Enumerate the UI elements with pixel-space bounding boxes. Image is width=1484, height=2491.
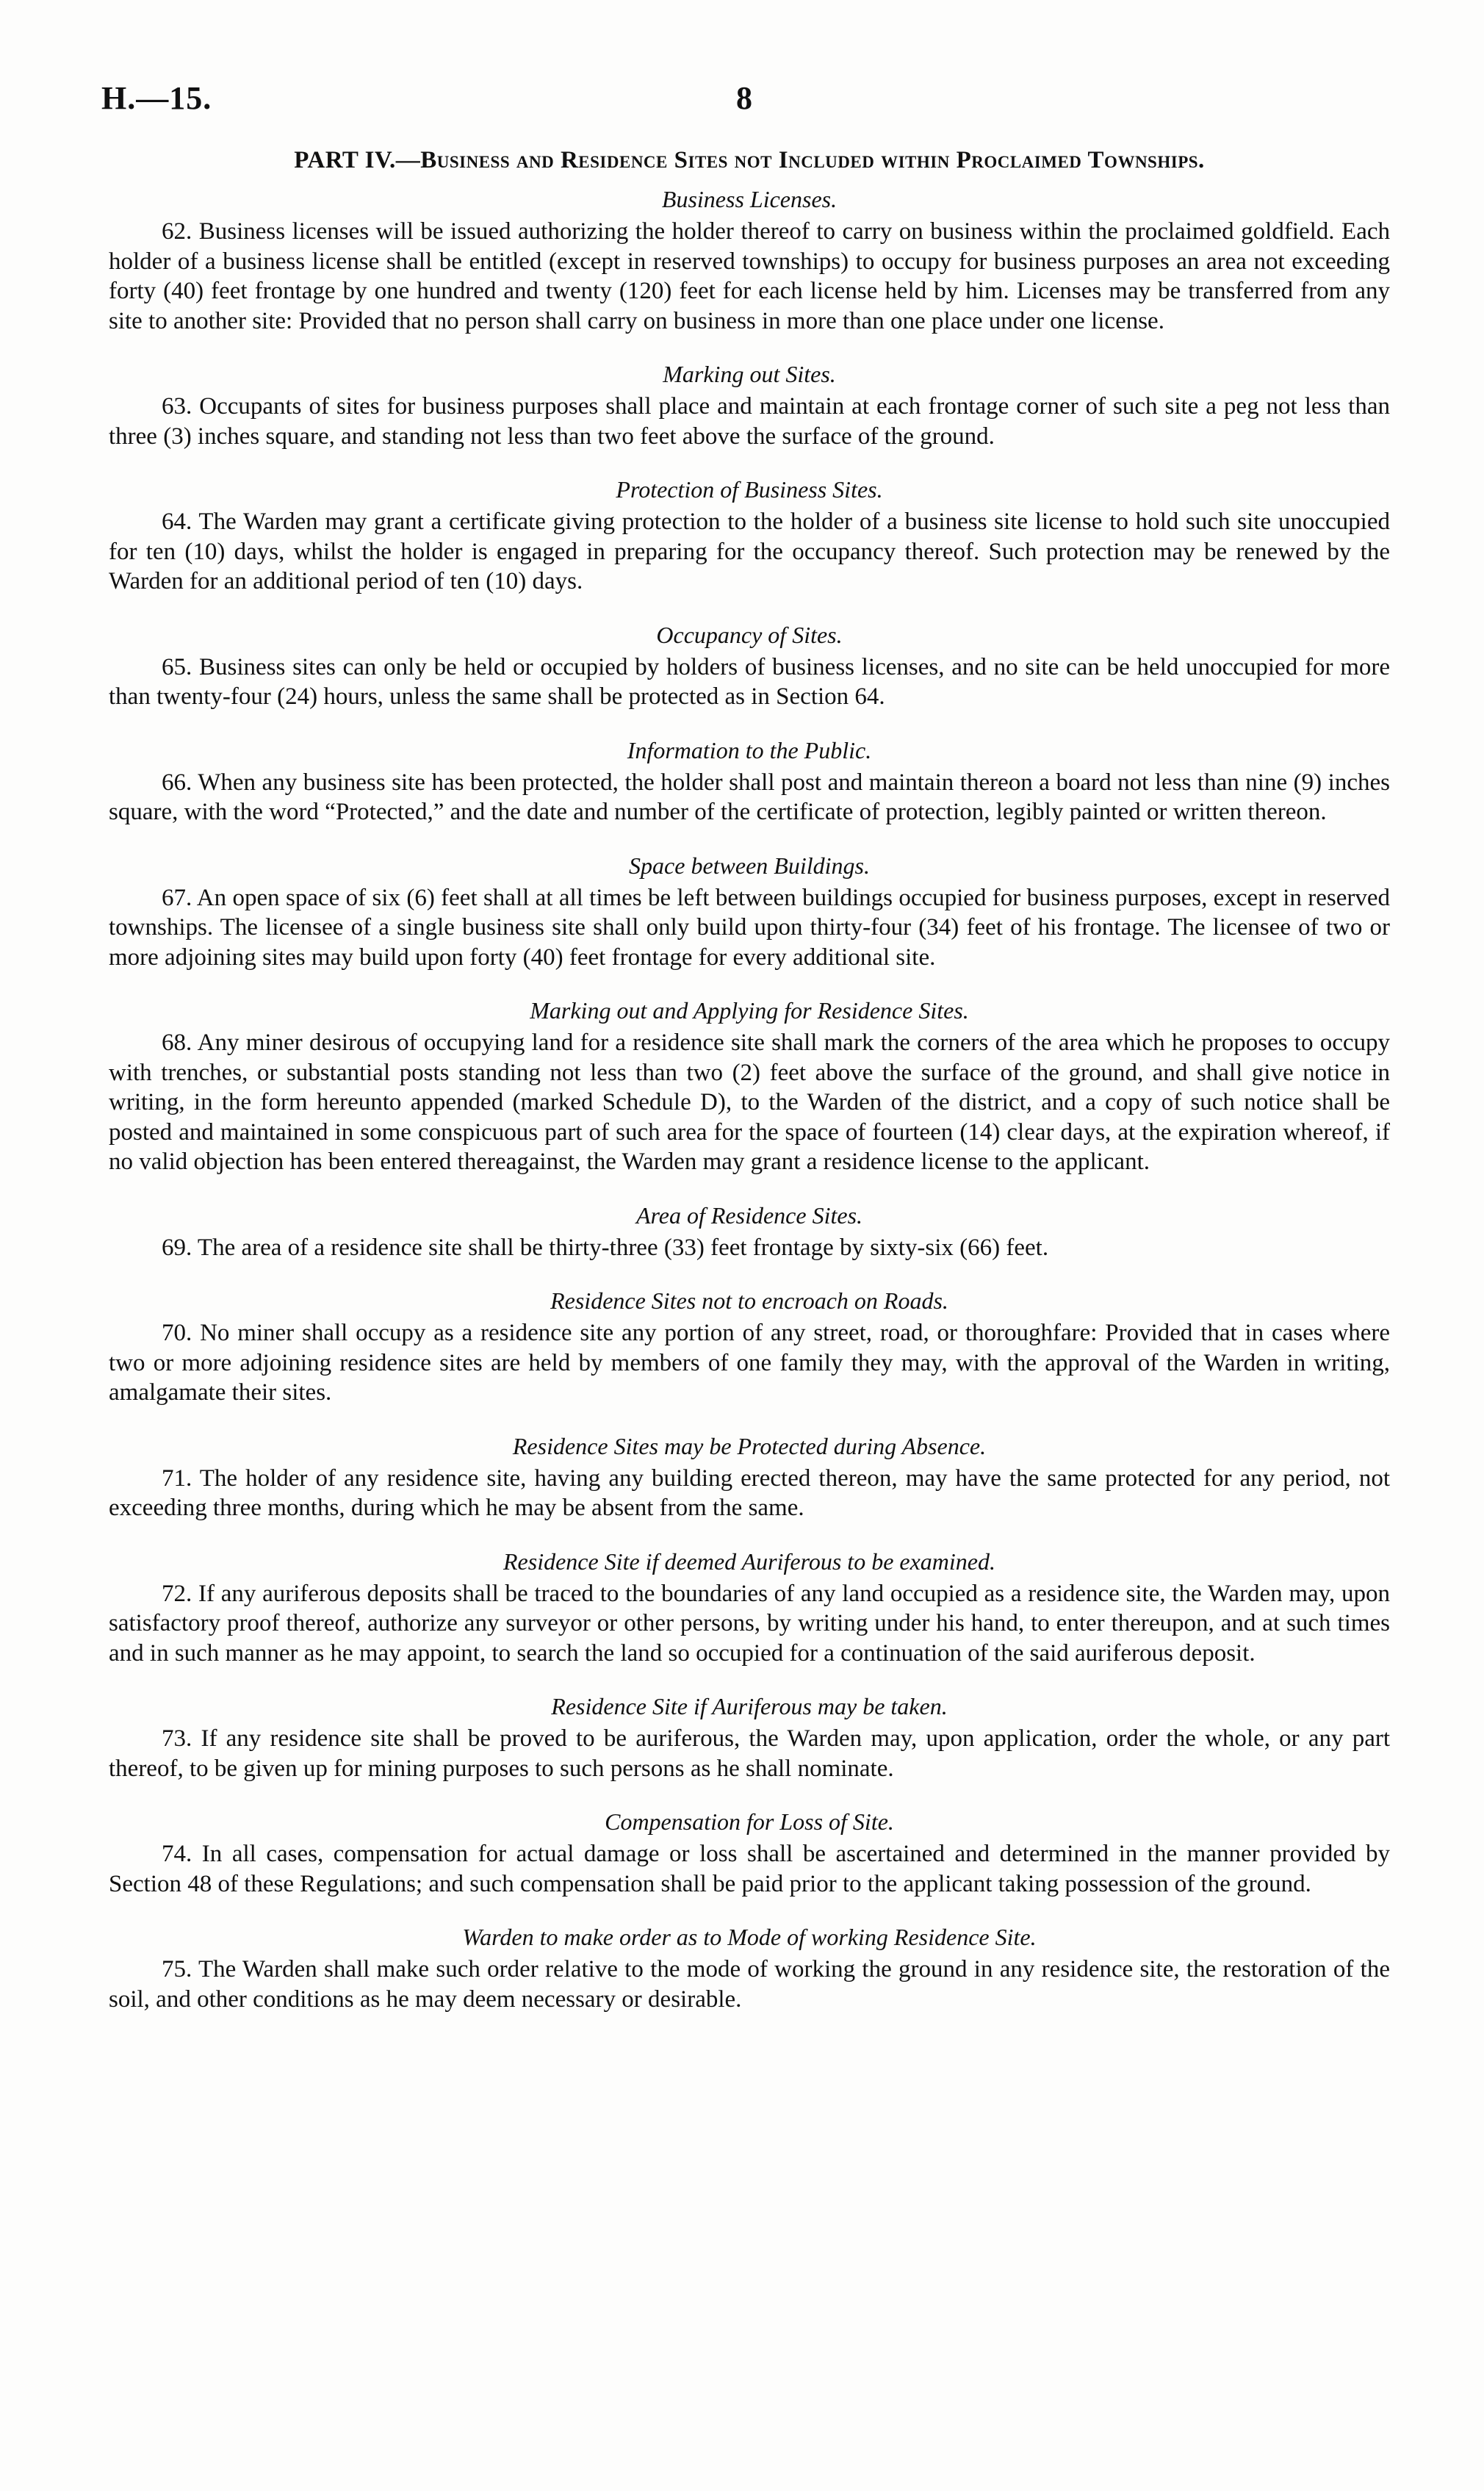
section-paragraph: [109, 653, 1390, 712]
section-number: 63.: [162, 393, 192, 420]
section-text: An open space of six (6) feet shall at all times be left between buildings occupied for business purposes, except in reserved townships. The licensee of a single business site shall only build upon thirty-four (34) feet of his frontage. The licensee of two or more adjoining sites may build upon forty (40) feet frontage for every additional site.: [109, 884, 1391, 971]
section-text: Occupants of sites for business purposes shall place and maintain at each frontage corner of such site a peg not less than three (3) inches square, and standing not less than two feet above the surface of the ground.: [109, 393, 1391, 450]
section-text: Any miner desirous of occupying land for a residence site shall mark the corners of the area which he proposes to occupy with trenches, or substantial posts standing not less than two (2) feet above the surface of the ground, and shall give notice in writing, in the form hereunto appended (marked Schedule D), to the Warden of the district, and a copy of such notice shall be posted and maintained in some conspicuous part of such area for the space of fourteen (14) clear days, at the expiration whereof, if no valid objection has been entered thereagainst, the Warden may grant a residence license to the applicant.: [109, 1029, 1390, 1175]
section-paragraph: [109, 1464, 1390, 1523]
section-number: 62.: [162, 218, 192, 245]
section-paragraph: [109, 1955, 1390, 2014]
section-heading: Warden to make order as to Mode of working Residence Site.: [462, 1924, 1037, 1950]
section-number: 69.: [162, 1234, 192, 1261]
section-number: 75.: [162, 1956, 192, 1983]
section-text: Business sites can only be held or occupied by holders of business licenses, and no site can be held unoccupied for more than twenty-four (24) hours, unless the same shall be protected as in Section 64.: [109, 653, 1391, 710]
section-paragraph: [109, 883, 1390, 973]
section-heading: Protection of Business Sites.: [616, 476, 883, 503]
section-heading: Marking out and Applying for Residence Sites.: [530, 997, 969, 1024]
section-heading: Residence Sites not to encroach on Roads.: [550, 1287, 948, 1314]
section-text: In all cases, compensation for actual damage or loss shall be ascertained and determined in the manner provided by Section 48 of these Regulations; and such compensation shall be paid prior to the applicant taking possession of the ground.: [109, 1841, 1391, 1897]
section-text: If any auriferous deposits shall be traced to the boundaries of any land occupied as a residence site, the Warden may, upon satisfactory proof thereof, authorize any surveyor or other persons, by writing under his hand, to enter thereupon, and at such times and in such manner as he may appoint, to search the land so occupied for a continuation of the said auriferous deposit.: [109, 1580, 1390, 1667]
section-text: If any residence site shall be proved to be auriferous, the Warden may, upon application, order the whole, or any part thereof, to be given up for mining purposes to such persons as he shall nominate.: [109, 1725, 1391, 1782]
section-number: 68.: [162, 1029, 192, 1056]
section-text: Business licenses will be issued authorizing the holder thereof to carry on business within the proclaimed goldfield. Each holder of a business license shall be entitled (except in reserved townships) to occupy for business purposes an area not exceeding forty (40) feet frontage by one hundred and twenty (120) feet for each license held by him. Licenses may be transferred from any site to another site: Provided that no person shall carry on business in more than one place under one license.: [109, 218, 1390, 334]
page-body: [109, 147, 1390, 2038]
section-paragraph: [109, 1028, 1390, 1177]
section-paragraph: [109, 1318, 1390, 1408]
section-paragraph: [109, 1724, 1390, 1783]
section-paragraph: [109, 1233, 1390, 1263]
page-number: 8: [736, 80, 752, 116]
section-number: 71.: [162, 1464, 192, 1492]
section-number: 64.: [162, 508, 192, 535]
section-number: 65.: [162, 653, 192, 680]
section-heading: Occupancy of Sites.: [656, 621, 843, 648]
section-paragraph: [109, 1579, 1390, 1669]
part-title: PART IV.—Business and Residence Sites not Included within Proclaimed Townships.: [294, 147, 1205, 173]
section-heading: Marking out Sites.: [663, 361, 836, 387]
section-paragraph: [109, 507, 1390, 597]
section-number: 72.: [162, 1580, 192, 1607]
section-heading: Residence Site if deemed Auriferous to be examined.: [503, 1548, 995, 1575]
section-text: The Warden may grant a certificate giving protection to the holder of a business site license to hold such site unoccupied for ten (10) days, whilst the holder is engaged in preparing for the occupancy thereof. Such protection may be renewed by the Warden for an additional period of ten (10) days.: [109, 508, 1390, 594]
section-number: 74.: [162, 1841, 192, 1867]
section-heading: Area of Residence Sites.: [635, 1201, 863, 1229]
section-text: When any business site has been protected, the holder shall post and maintain thereon a board not less than nine (9) inches square, with the word “Protected,” and the date and number of the certificate of protection, legibly painted or written thereon.: [109, 769, 1390, 825]
section-text: The Warden shall make such order relative to the mode of working the ground in any residence site, the restoration of the soil, and other conditions as he may deem necessary or desirable.: [109, 1956, 1390, 2013]
section-number: 66.: [162, 769, 192, 796]
section-heading: Residence Sites may be Protected during Absence.: [512, 1432, 987, 1459]
section-heading: Business Licenses.: [661, 186, 838, 212]
section-text: No miner shall occupy as a residence site any portion of any street, road, or thoroughfare: Provided that in cases where two or more adjoining residence sites are held by members of one family they may, with the approval of the Warden in writing, amalgamate their sites.: [109, 1320, 1390, 1406]
section-heading: Space between Buildings.: [629, 852, 870, 879]
section-paragraph: [109, 392, 1390, 451]
section-number: 73.: [162, 1725, 192, 1752]
section-paragraph: [109, 1839, 1390, 1899]
section-number: 70.: [162, 1320, 192, 1346]
section-heading: Residence Site if Auriferous may be taken.: [551, 1693, 948, 1719]
section-paragraph: [109, 217, 1390, 336]
document-reference: H.—15.: [101, 80, 212, 116]
section-heading: Information to the Public.: [627, 736, 872, 763]
section-text: The holder of any residence site, having any building erected thereon, may have the same protected for any period, not exceeding three months, during which he may be absent from the same.: [109, 1464, 1391, 1521]
section-number: 67.: [162, 884, 192, 911]
section-heading: Compensation for Loss of Site.: [605, 1808, 894, 1835]
section-paragraph: [109, 768, 1390, 827]
section-text: The area of a residence site shall be thirty-three (33) feet frontage by sixty-six (66) feet.: [197, 1234, 1049, 1261]
sections-list: [109, 184, 1390, 2014]
